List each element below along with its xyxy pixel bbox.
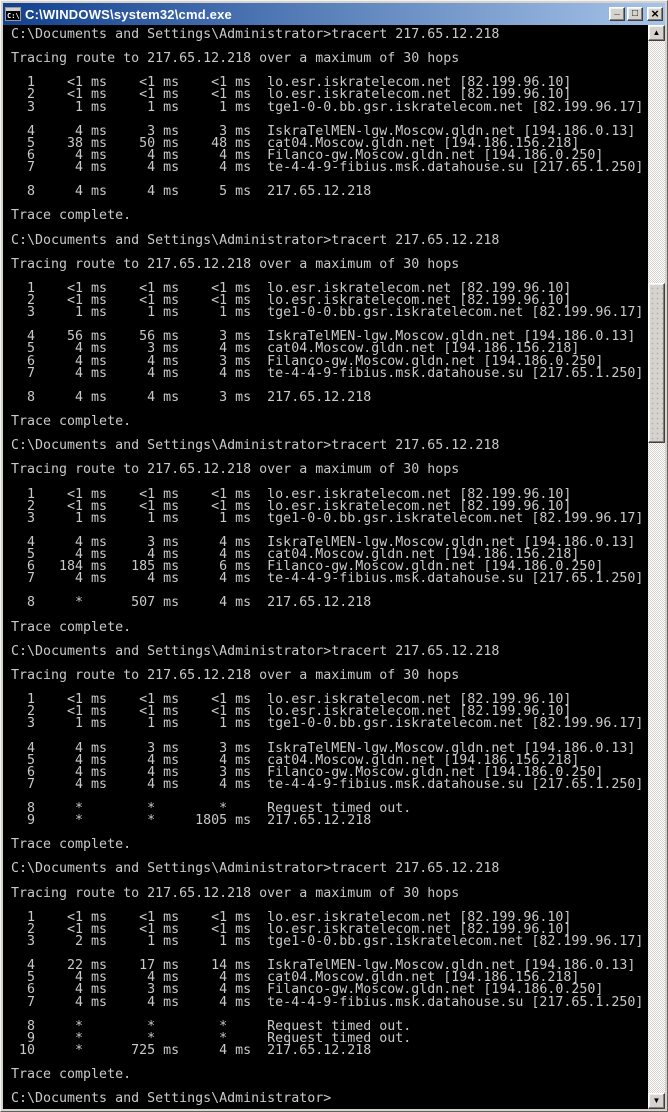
terminal-line: Trace complete. bbox=[11, 1067, 132, 1083]
terminal-line: Trace complete. bbox=[11, 208, 132, 224]
scroll-down-button[interactable] bbox=[648, 1093, 665, 1109]
titlebar[interactable] bbox=[3, 3, 665, 25]
terminal-line: 1 <1 ms <1 ms <1 ms lo.esr.iskratelecom.net [82.199.96.10] bbox=[11, 486, 572, 502]
terminal-line: 4 56 ms 56 ms 3 ms IskraTelMEN-lgw.Moscow.gldn.net [194.186.0.13] bbox=[11, 329, 636, 345]
terminal-line: 8 * 507 ms 4 ms 217.65.12.218 bbox=[11, 595, 372, 611]
terminal-line: 1 <1 ms <1 ms <1 ms lo.esr.iskratelecom.net [82.199.96.10] bbox=[11, 280, 572, 296]
terminal-line: 6 4 ms 4 ms 4 ms Filanco-gw.Moscow.gldn.net [194.186.0.250] bbox=[11, 147, 604, 163]
window-title: C:\WINDOWS\system32\cmd.exe bbox=[25, 6, 232, 22]
window-body bbox=[3, 25, 665, 1109]
terminal-line: 4 4 ms 3 ms 4 ms IskraTelMEN-lgw.Moscow.gldn.net [194.186.0.13] bbox=[11, 534, 636, 550]
terminal-line: 5 4 ms 4 ms 4 ms cat04.Moscow.gldn.net [194.186.156.218] bbox=[11, 970, 580, 986]
terminal-line: 8 * * * Request timed out. bbox=[11, 1018, 412, 1034]
vertical-scrollbar[interactable] bbox=[648, 25, 665, 1109]
terminal-line: 8 * * * Request timed out. bbox=[11, 801, 412, 816]
terminal-line: C:\Documents and Settings\Administrator>tracert 217.65.12.218 bbox=[11, 861, 500, 877]
terminal-line: Trace complete. bbox=[11, 619, 132, 635]
terminal-line: Tracing route to 217.65.12.218 over a maximum of 30 hops bbox=[11, 462, 460, 478]
terminal-line: 3 1 ms 1 ms 1 ms tge1-0-0.bb.gsr.iskratelecom.net [82.199.96.17] bbox=[11, 99, 644, 115]
terminal-line: C:\Documents and Settings\Administrator>tracert 217.65.12.218 bbox=[11, 643, 500, 659]
terminal-line: 5 4 ms 4 ms 4 ms cat04.Moscow.gldn.net [194.186.156.218] bbox=[11, 752, 580, 768]
terminal-line: 6 4 ms 3 ms 4 ms Filanco-gw.Moscow.gldn.net [194.186.0.250] bbox=[11, 982, 604, 998]
terminal-line: 9 * * 1805 ms 217.65.12.218 bbox=[11, 813, 372, 829]
terminal-line: 9 * * * Request timed out. bbox=[11, 1030, 412, 1046]
terminal-line: Tracing route to 217.65.12.218 over a maximum of 30 hops bbox=[11, 51, 460, 67]
terminal-line: 6 4 ms 4 ms 3 ms Filanco-gw.Moscow.gldn.net [194.186.0.250] bbox=[11, 353, 604, 369]
terminal-line: 1 <1 ms <1 ms <1 ms lo.esr.iskratelecom.net [82.199.96.10] bbox=[11, 75, 572, 91]
terminal-line: 4 4 ms 3 ms 3 ms IskraTelMEN-lgw.Moscow.gldn.net [194.186.0.13] bbox=[11, 123, 636, 139]
arrow-down-icon: ▼ bbox=[652, 1096, 661, 1105]
scrollbar-track[interactable] bbox=[648, 41, 665, 1093]
terminal-line: 2 <1 ms <1 ms <1 ms lo.esr.iskratelecom.net [82.199.96.10] bbox=[11, 498, 572, 514]
maximize-icon: □ bbox=[631, 8, 639, 19]
terminal-line: 3 1 ms 1 ms 1 ms tge1-0-0.bb.gsr.iskratelecom.net [82.199.96.17] bbox=[11, 510, 644, 526]
terminal-line: Trace complete. bbox=[11, 837, 132, 853]
terminal-line: Tracing route to 217.65.12.218 over a maximum of 30 hops bbox=[11, 256, 460, 272]
scrollbar-thumb[interactable] bbox=[648, 283, 665, 443]
terminal-line: 3 1 ms 1 ms 1 ms tge1-0-0.bb.gsr.iskratelecom.net [82.199.96.17] bbox=[11, 716, 644, 732]
window-controls bbox=[609, 7, 663, 21]
maximize-button[interactable] bbox=[627, 7, 643, 21]
terminal-line: 2 <1 ms <1 ms <1 ms lo.esr.iskratelecom.net [82.199.96.10] bbox=[11, 921, 572, 937]
terminal-line: 3 2 ms 1 ms 1 ms tge1-0-0.bb.gsr.iskratelecom.net [82.199.96.17] bbox=[11, 934, 644, 950]
terminal-line: C:\Documents and Settings\Administrator>tracert 217.65.12.218 bbox=[11, 27, 500, 42]
terminal-output bbox=[11, 29, 648, 1105]
terminal-line: 4 22 ms 17 ms 14 ms IskraTelMEN-lgw.Moscow.gldn.net [194.186.0.13] bbox=[11, 958, 636, 974]
minimize-icon: _ bbox=[614, 5, 620, 16]
terminal-line: 4 4 ms 3 ms 3 ms IskraTelMEN-lgw.Moscow.gldn.net [194.186.0.13] bbox=[11, 740, 636, 756]
terminal-line: 6 184 ms 185 ms 6 ms Filanco-gw.Moscow.gldn.net [194.186.0.250] bbox=[11, 559, 604, 575]
minimize-button[interactable] bbox=[609, 7, 625, 21]
terminal-line: 5 38 ms 50 ms 48 ms cat04.Moscow.gldn.net [194.186.156.218] bbox=[11, 135, 580, 151]
close-button[interactable] bbox=[647, 7, 663, 21]
terminal-line: 1 <1 ms <1 ms <1 ms lo.esr.iskratelecom.net [82.199.96.10] bbox=[11, 909, 572, 925]
terminal-line: C:\Documents and Settings\Administrator>tracert 217.65.12.218 bbox=[11, 438, 500, 454]
terminal-line: 7 4 ms 4 ms 4 ms te-4-4-9-fibius.msk.datahouse.su [217.65.1.250] bbox=[11, 776, 644, 792]
scroll-up-button[interactable] bbox=[648, 25, 665, 41]
terminal-line: 2 <1 ms <1 ms <1 ms lo.esr.iskratelecom.net [82.199.96.10] bbox=[11, 293, 572, 309]
cmd-icon-label: C:\ bbox=[7, 12, 20, 20]
console-viewport[interactable] bbox=[3, 25, 648, 1109]
terminal-line: 7 4 ms 4 ms 4 ms te-4-4-9-fibius.msk.datahouse.su [217.65.1.250] bbox=[11, 994, 644, 1010]
terminal-line: Trace complete. bbox=[11, 414, 132, 429]
terminal-line: 7 4 ms 4 ms 4 ms te-4-4-9-fibius.msk.datahouse.su [217.65.1.250] bbox=[11, 365, 644, 381]
terminal-line: 8 4 ms 4 ms 5 ms 217.65.12.218 bbox=[11, 184, 372, 200]
close-icon: × bbox=[651, 6, 659, 21]
terminal-line: 5 4 ms 4 ms 4 ms cat04.Moscow.gldn.net [194.186.156.218] bbox=[11, 547, 580, 563]
cmd-icon-titlebar bbox=[6, 8, 20, 11]
terminal-line: C:\Documents and Settings\Administrator>tracert 217.65.12.218 bbox=[11, 232, 500, 248]
terminal-line: 7 4 ms 4 ms 4 ms te-4-4-9-fibius.msk.datahouse.su [217.65.1.250] bbox=[11, 571, 644, 587]
terminal-line: Tracing route to 217.65.12.218 over a maximum of 30 hops bbox=[11, 667, 460, 683]
terminal-line: 8 4 ms 4 ms 3 ms 217.65.12.218 bbox=[11, 389, 372, 405]
terminal-line: 5 4 ms 3 ms 4 ms cat04.Moscow.gldn.net [194.186.156.218] bbox=[11, 341, 580, 357]
terminal-line: 7 4 ms 4 ms 4 ms te-4-4-9-fibius.msk.datahouse.su [217.65.1.250] bbox=[11, 160, 644, 176]
terminal-line: Tracing route to 217.65.12.218 over a maximum of 30 hops bbox=[11, 885, 460, 901]
terminal-line: 10 * 725 ms 4 ms 217.65.12.218 bbox=[11, 1042, 372, 1058]
terminal-line: 3 1 ms 1 ms 1 ms tge1-0-0.bb.gsr.iskratelecom.net [82.199.96.17] bbox=[11, 305, 644, 321]
terminal-line: 6 4 ms 4 ms 3 ms Filanco-gw.Moscow.gldn.net [194.186.0.250] bbox=[11, 764, 604, 780]
terminal-line: C:\Documents and Settings\Administrator> bbox=[11, 1091, 332, 1107]
cmd-icon[interactable] bbox=[5, 7, 21, 21]
terminal-line: 2 <1 ms <1 ms <1 ms lo.esr.iskratelecom.net [82.199.96.10] bbox=[11, 704, 572, 720]
terminal-line: 2 <1 ms <1 ms <1 ms lo.esr.iskratelecom.net [82.199.96.10] bbox=[11, 87, 572, 103]
terminal-line: 1 <1 ms <1 ms <1 ms lo.esr.iskratelecom.net [82.199.96.10] bbox=[11, 692, 572, 708]
arrow-up-icon: ▲ bbox=[652, 28, 661, 37]
